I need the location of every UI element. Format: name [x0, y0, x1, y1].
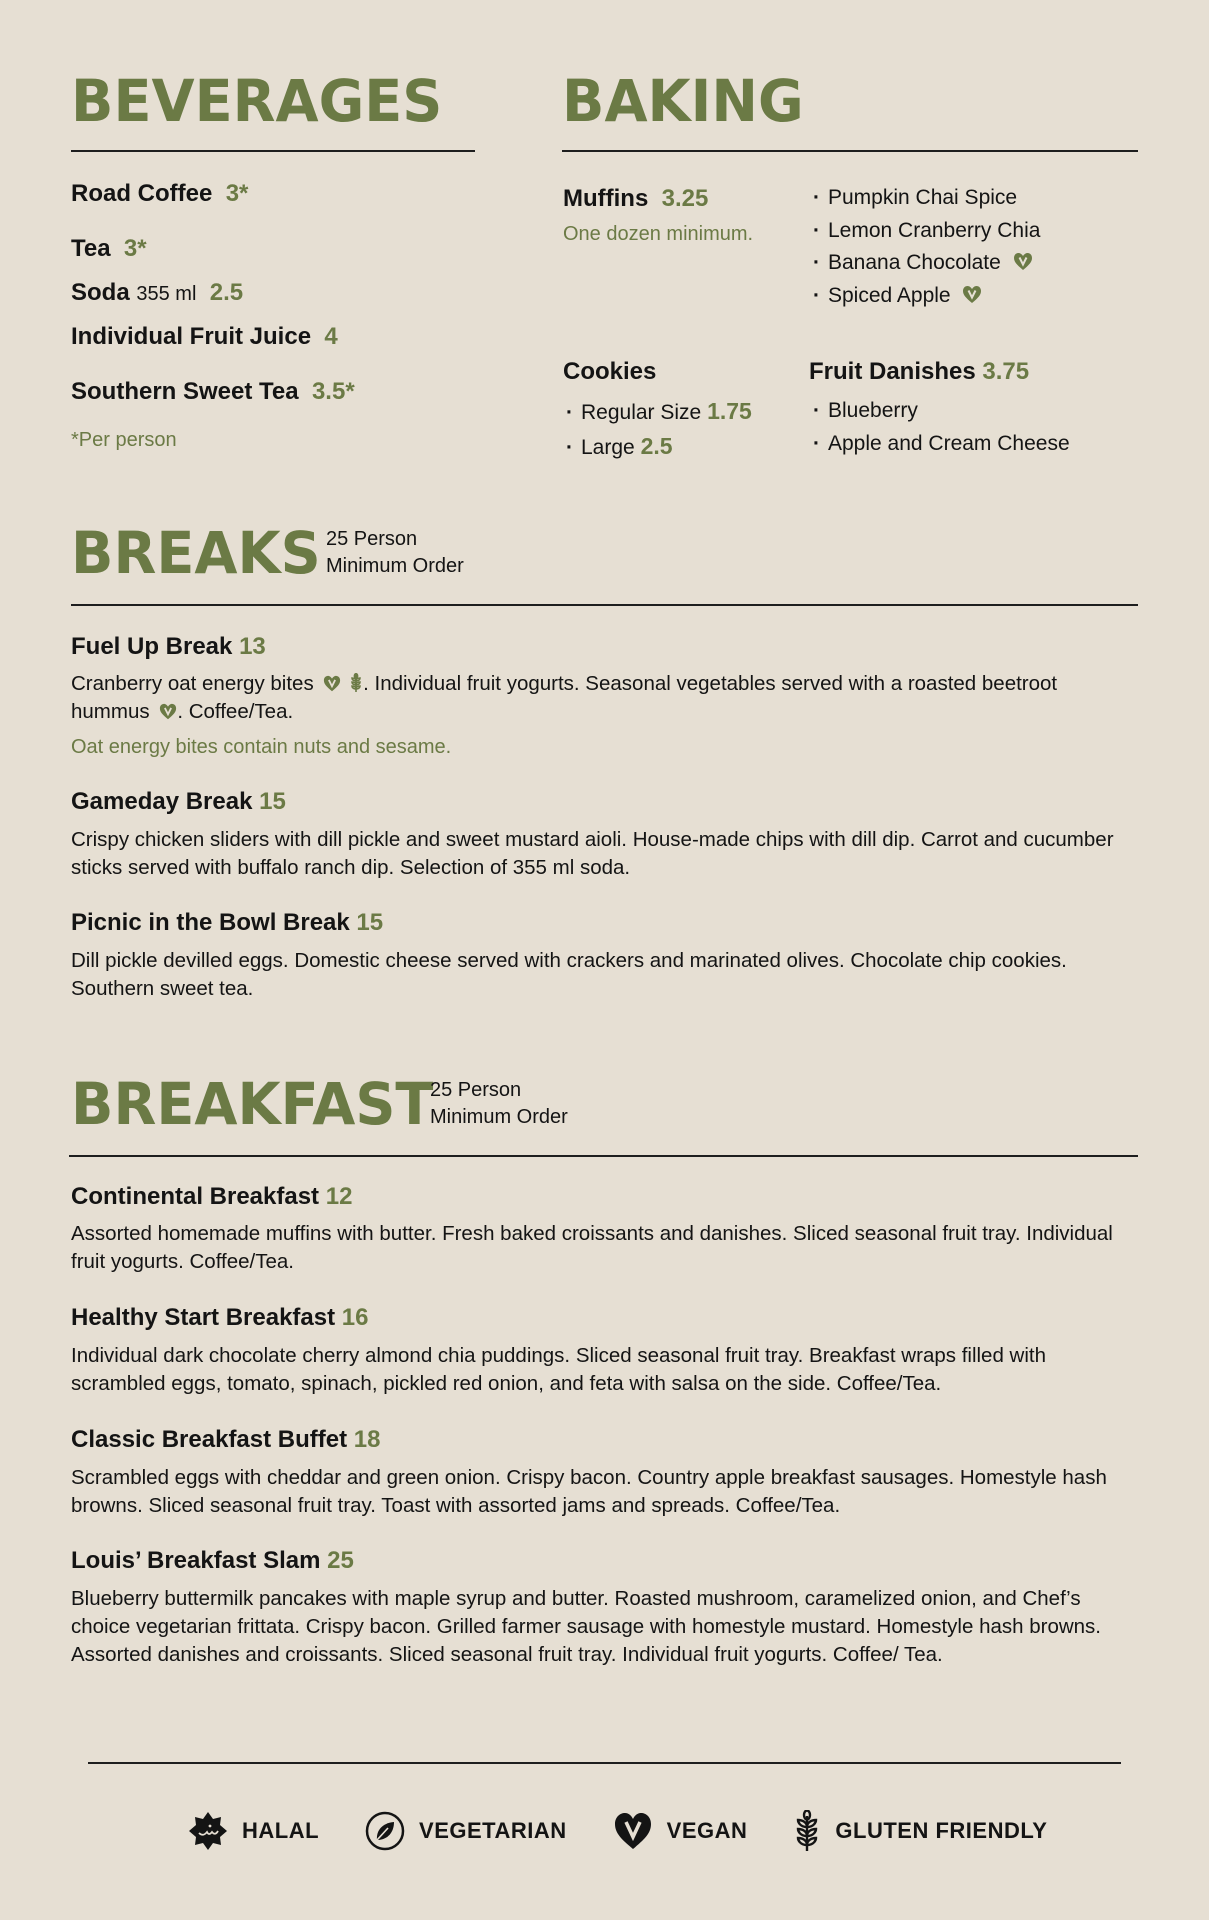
break-item-note: Oat energy bites contain nuts and sesame.	[71, 736, 452, 758]
break-item-title: Picnic in the Bowl Break 15	[71, 909, 384, 936]
muffin-flavours	[813, 182, 1040, 312]
breaks-minimum-order: 25 Person Minimum Order	[326, 528, 464, 577]
breakfast-item-title: Healthy Start Breakfast 16	[71, 1304, 369, 1331]
breakfast-item-title: Louis’ Breakfast Slam 25	[71, 1547, 354, 1574]
muffins-name: Muffins	[563, 185, 649, 212]
breakfast-item-title: Continental Breakfast 12	[71, 1183, 353, 1210]
beverage-name: Southern Sweet Tea	[71, 378, 299, 405]
beverages-divider	[71, 150, 475, 152]
list-item: · Pumpkin Chai Spice	[813, 182, 1040, 215]
breakfast-item-description: Blueberry buttermilk pancakes with maple syrup and butter. Roasted mushroom, caramelized onion, and Chef’s choice vegetarian frittata. Crispy bacon. Grilled farmer sausage with homestyle mustard. Homestyle hash browns. Assorted danishes and croissants. Sliced seasonal fruit tray. Individual fruit yogurts. Coffee/ Tea.	[71, 1587, 1102, 1666]
breaks-divider	[71, 604, 1138, 606]
beverage-name: Individual Fruit Juice	[71, 323, 312, 350]
cookie-options	[566, 395, 752, 464]
beverage-item	[71, 235, 147, 263]
danish-flavours	[813, 395, 1070, 460]
legend-item-gluten-friendly: GLUTEN FRIENDLY	[793, 1810, 1047, 1852]
beverage-size: 355 ml	[136, 283, 197, 305]
list-item: · Regular Size 1.75	[566, 395, 752, 430]
list-item: · Banana Chocolate	[813, 247, 1040, 280]
beverage-item	[71, 378, 355, 406]
list-item: · Large 2.5	[566, 430, 752, 465]
legend-item-vegetarian: VEGETARIAN	[365, 1810, 567, 1852]
list-item: · Blueberry	[813, 395, 1070, 428]
beverage-name: Road Coffee	[71, 180, 213, 207]
break-item-description: Cranberry oat energy bites . Individual fruit yogurts. Seasonal vegetables served with a roasted beetroot hummus . Coffee/Tea.	[71, 672, 1058, 723]
gluten-friendly-icon	[793, 1810, 821, 1852]
beverages-footnote: *Per person	[71, 429, 177, 451]
dietary-legend	[188, 1810, 1047, 1852]
muffins-note: One dozen minimum.	[563, 223, 754, 245]
beverage-item	[71, 180, 248, 208]
break-item-title: Gameday Break 15	[71, 788, 286, 815]
baking-heading: BAKING	[562, 67, 804, 135]
breakfast-divider	[69, 1155, 1138, 1157]
list-item: · Apple and Cream Cheese	[813, 428, 1070, 461]
breakfast-heading: BREAKFAST	[71, 1070, 434, 1138]
breakfast-minimum-order: 25 Person Minimum Order	[430, 1079, 568, 1128]
muffins-title	[563, 185, 708, 213]
vegan-icon	[613, 1811, 653, 1851]
vegan-icon	[323, 675, 341, 693]
legend-item-halal: HALAL	[188, 1810, 319, 1852]
beverage-name: Tea	[71, 235, 111, 262]
baking-divider	[562, 150, 1138, 152]
legend-item-vegan: VEGAN	[613, 1810, 748, 1852]
beverage-price: 3*	[123, 235, 147, 262]
vegan-icon	[1013, 252, 1033, 272]
break-item-description: Crispy chicken sliders with dill pickle and sweet mustard aioli. House-made chips with dill dip. Carrot and cucumber sticks served with buffalo ranch dip. Selection of 355 ml soda.	[71, 828, 1114, 879]
vegan-icon	[159, 703, 177, 721]
halal-icon	[188, 1811, 228, 1851]
beverage-price: 2.5	[209, 279, 244, 306]
beverage-item	[71, 323, 338, 351]
beverages-heading: BEVERAGES	[71, 67, 443, 135]
cookies-title: Cookies	[563, 358, 657, 385]
breakfast-item-description: Assorted homemade muffins with butter. Fresh baked croissants and danishes. Sliced seasonal fruit tray. Individual fruit yogurts. Coffee/Tea.	[71, 1222, 1113, 1273]
list-item: · Spiced Apple	[813, 280, 1040, 313]
vegetarian-icon	[365, 1811, 405, 1851]
danishes-price: 3.75	[982, 358, 1030, 385]
danishes-title	[809, 358, 1029, 386]
danishes-name: Fruit Danishes	[809, 358, 976, 385]
muffins-price: 3.25	[661, 185, 709, 212]
legend-divider	[88, 1762, 1121, 1764]
beverage-price: 3*	[225, 180, 249, 207]
beverage-price: 3.5*	[311, 378, 355, 405]
gluten-friendly-icon	[349, 673, 363, 693]
breaks-heading: BREAKS	[71, 519, 321, 587]
beverage-price: 4	[324, 323, 338, 350]
breakfast-item-description: Individual dark chocolate cherry almond chia puddings. Sliced seasonal fruit tray. Breakfast wraps filled with scrambled eggs, tomato, spinach, pickled red onion, and feta with salsa on the side. Coffee/Tea.	[71, 1344, 1047, 1395]
beverage-name: Soda	[71, 279, 130, 306]
beverage-item	[71, 279, 243, 307]
list-item: · Lemon Cranberry Chia	[813, 215, 1040, 248]
break-item-title: Fuel Up Break 13	[71, 633, 266, 660]
vegan-icon	[962, 285, 982, 305]
breakfast-item-description: Scrambled eggs with cheddar and green onion. Crispy bacon. Country apple breakfast sausages. Homestyle hash browns. Sliced seasonal fruit tray. Toast with assorted jams and spreads. Coffee/Tea.	[71, 1466, 1107, 1517]
break-item-description: Dill pickle devilled eggs. Domestic cheese served with crackers and marinated olives. Chocolate chip cookies. Southern sweet tea.	[71, 949, 1067, 1000]
breakfast-item-title: Classic Breakfast Buffet 18	[71, 1426, 381, 1453]
